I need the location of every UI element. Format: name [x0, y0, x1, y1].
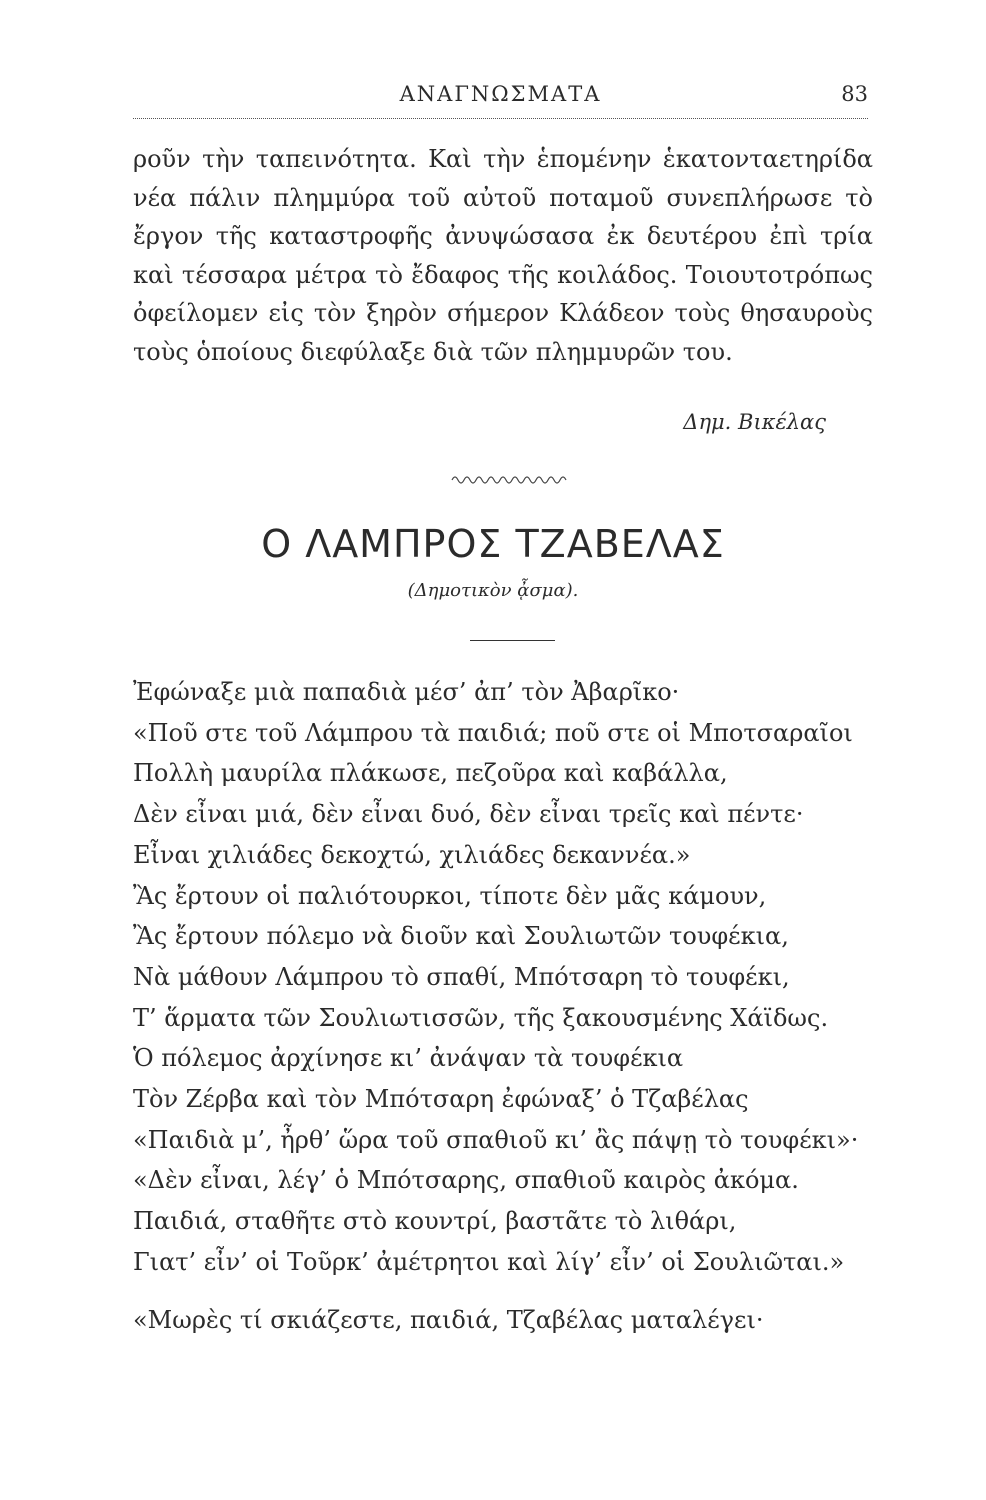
verse-line: Τὸν Ζέρβα καὶ τὸν Μπότσαρη ἐφώναξ’ ὁ Τζαβέλας	[133, 1085, 749, 1114]
verse-line: Ἂς ἔρτουν πόλεμο νὰ διοῦν καὶ Σουλιωτῶν τουφέκια,	[133, 922, 789, 951]
poem-title: Ο ΛΑΜΠΡΟΣ ΤΖΑΒΕΛΑΣ	[261, 522, 725, 566]
verse-line: Παιδιά, σταθῆτε στὸ κουντρί, βαστᾶτε τὸ λιθάρι,	[133, 1207, 737, 1236]
poem-subtitle: (Δημοτικὸν ᾆσμα).	[407, 580, 579, 601]
header-rule	[133, 118, 868, 119]
verse-line: Εἶναι χιλιάδες δεκοχτώ, χιλιάδες δεκαννέα.»	[133, 840, 691, 869]
verse-line: Ἂς ἔρτουν οἱ παλιότουρκοι, τίποτε δὲν μᾶς κάμουν,	[133, 881, 767, 910]
prose-paragraph	[133, 140, 873, 371]
verse-line: «Ποῦ στε τοῦ Λάμπρου τὰ παιδιά; ποῦ στε οἱ Μποτσαραῖοι	[133, 718, 853, 747]
page-number: 83	[841, 82, 868, 106]
verse-line: Γιατ’ εἶν’ οἱ Τοῦρκ’ ἀμέτρητοι καὶ λίγ’ εἶν’ οἱ Σουλιῶται.»	[133, 1247, 845, 1276]
verse-line: «Παιδιὰ μ’, ἦρθ’ ὥρα τοῦ σπαθιοῦ κι’ ἂς πάψῃ τὸ τουφέκι»·	[133, 1125, 859, 1154]
author-signature: Δημ. Βικέλας	[683, 410, 826, 434]
verse-line: Τ’ ἅρματα τῶν Σουλιωτισσῶν, τῆς ξακουσμένης Χάϊδως.	[133, 1003, 829, 1032]
next-stanza-line: «Μωρὲς τί σκιάζεστε, παιδιά, Τζαβέλας ματαλέγει·	[133, 1306, 764, 1334]
wavy-ornament	[450, 472, 570, 486]
running-head	[133, 82, 868, 122]
verse-line: Ὁ πόλεμος ἀρχίνησε κι’ ἀνάψαν τὰ τουφέκια	[133, 1044, 684, 1073]
verse-line: «Δὲν εἶναι, λέγ’ ὁ Μπότσαρης, σπαθιοῦ καιρὸς ἀκόμα.	[133, 1166, 799, 1195]
running-head-title: ΑΝΑΓΝΩΣΜΑΤΑ	[399, 82, 602, 106]
verse-line: Νὰ μάθουν Λάμπρου τὸ σπαθί, Μπότσαρη τὸ τουφέκι,	[133, 962, 790, 991]
verse-line: Ἐφώναξε μιὰ παπαδιὰ μέσ’ ἀπ’ τὸν Ἀβαρῖκο·	[133, 678, 680, 706]
verse-line: Δὲν εἶναι μιά, δὲν εἶναι δυό, δὲν εἶναι τρεῖς καὶ πέντε·	[133, 800, 804, 829]
poem-verses	[133, 672, 873, 1283]
title-rule	[470, 640, 555, 641]
verse-line: Πολλὴ μαυρίλα πλάκωσε, πεζοῦρα καὶ καβάλλα,	[133, 759, 728, 788]
prose-text: ρoῦν τὴν ταπεινότητα. Καὶ τὴν ἑπομένην ἑκατονταετηρίδα νέα πάλιν πλημμύρα τοῦ αὐτοῦ ποταμοῦ συνεπλήρωσε τὸ ἔργον τῆς καταστροφῆς ἀνυψώσασα ἐκ δευτέρου ἐπὶ τρία καὶ τέσσαρα μέτρα τὸ ἔδαφος τῆς κοιλάδος. Τοιουτοτρόπως ὀφείλομεν εἰς τὸν ξηρὸν σήμερον Κλάδεον τοὺς θησαυροὺς τοὺς ὁποίους διεφύλαξε διὰ τῶν πλημμυρῶν του.	[133, 145, 873, 366]
